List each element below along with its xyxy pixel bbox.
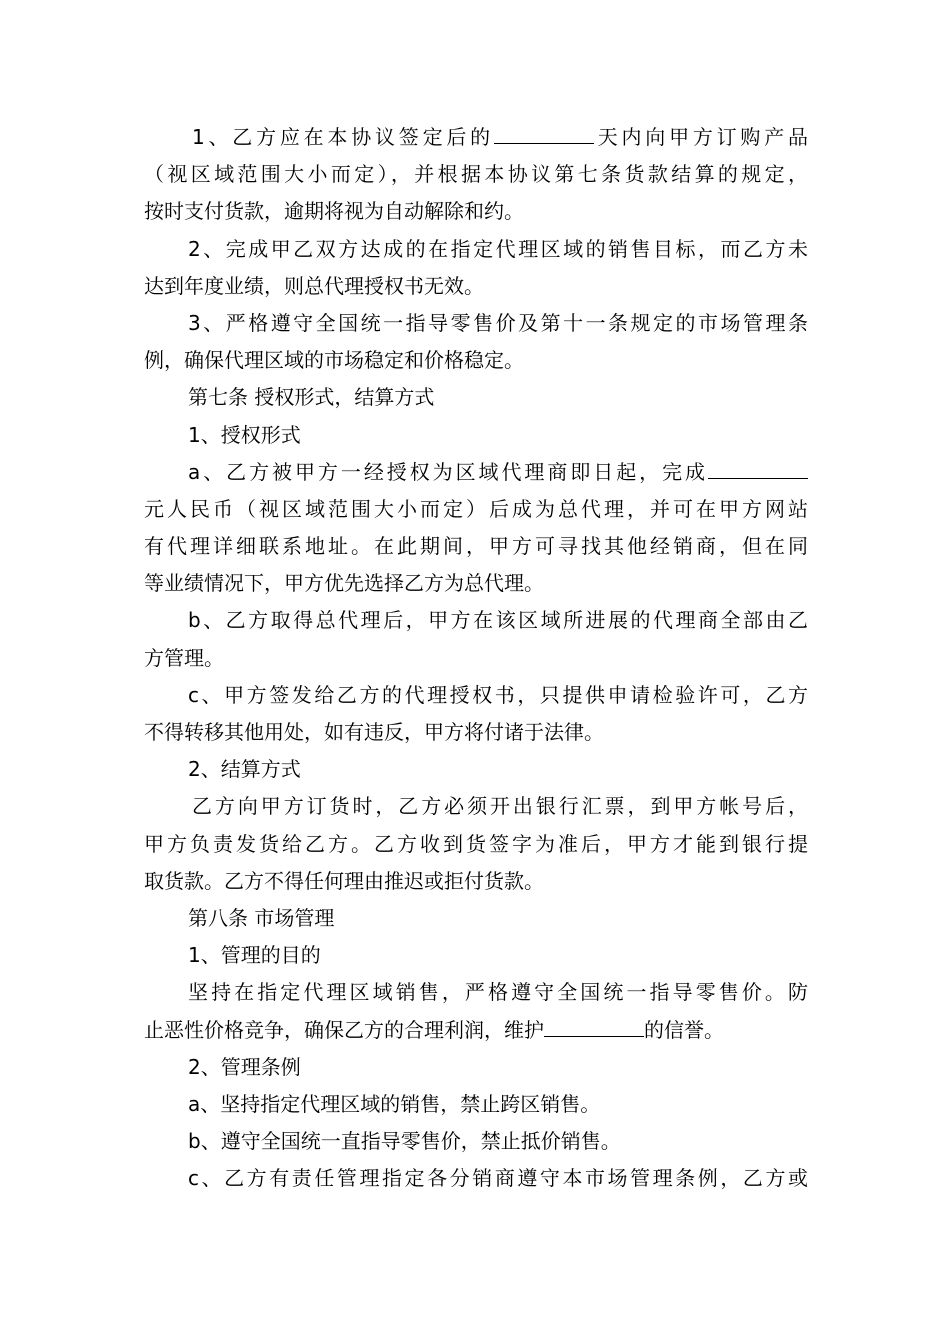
paragraph-line: a、乙方被甲方一经授权为区域代理商即日起，完成 (144, 454, 808, 491)
paragraph-line: c、甲方签发给乙方的代理授权书，只提供申请检验许可，乙方 (188, 682, 808, 707)
paragraph-line: a、坚持指定代理区域的销售，禁止跨区销售。 (188, 1091, 601, 1116)
subsection-heading: 2、结算方式 (188, 757, 301, 782)
paragraph-line: 元人民币（视区域范围大小而定）后成为总代理，并可在甲方网站 (144, 496, 808, 521)
fill-in-blank (494, 122, 594, 144)
paragraph-line: 乙方向甲方订货时，乙方必须开出银行汇票，到甲方帐号后， (192, 794, 808, 819)
section-heading: 第八条 市场管理 (188, 905, 335, 930)
fill-in-blank (708, 457, 808, 479)
paragraph-line: 坚持在指定代理区域销售，严格遵守全国统一指导零售价。防 (188, 980, 808, 1005)
subsection-heading: 2、管理条例 (188, 1054, 301, 1079)
subsection-heading: 1、管理的目的 (188, 943, 321, 968)
section-heading: 第七条 授权形式，结算方式 (188, 385, 435, 410)
paragraph-line: 按时支付货款，逾期将视为自动解除和约。 (144, 199, 524, 224)
paragraph-line: 不得转移其他用处，如有违反，甲方将付诸于法律。 (144, 720, 604, 744)
paragraph-line: 等业绩情况下，甲方优先选择乙方为总代理。 (144, 571, 544, 596)
paragraph-line: 止恶性价格竞争，确保乙方的合理利润，维护 的信誉。 (144, 1012, 808, 1049)
paragraph-line: （视区域范围大小而定），并根据本协议第七条货款结算的规定， (144, 162, 808, 187)
paragraph-line: 方管理。 (144, 645, 224, 670)
fill-in-blank (544, 1015, 644, 1037)
subsection-heading: 1、授权形式 (188, 422, 301, 447)
paragraph-line: 1、乙方应在本协议签定后的 天内向甲方订购产品 (144, 119, 808, 156)
paragraph-line: 甲方负责发货给乙方。乙方收到货签字为准后，甲方才能到银行提 (144, 831, 808, 856)
paragraph-line: b、乙方取得总代理后，甲方在该区域所进展的代理商全部由乙 (188, 608, 808, 633)
paragraph-line: 例，确保代理区域的市场稳定和价格稳定。 (144, 348, 524, 373)
paragraph-line: 有代理详细联系地址。在此期间，甲方可寻找其他经销商，但在同 (144, 534, 808, 559)
paragraph-line: 取货款。乙方不得任何理由推迟或拒付货款。 (144, 868, 544, 893)
paragraph-line: 2、完成甲乙双方达成的在指定代理区域的销售目标，而乙方未 (188, 236, 808, 261)
paragraph-line: 达到年度业绩，则总代理授权书无效。 (144, 273, 484, 298)
document-body (144, 119, 808, 1197)
paragraph-line: 3、严格遵守全国统一指导零售价及第十一条规定的市场管理条 (188, 310, 808, 335)
paragraph-line: b、遵守全国统一直指导零售价，禁止抵价销售。 (188, 1129, 621, 1154)
paragraph-line: c、乙方有责任管理指定各分销商遵守本市场管理条例，乙方或 (188, 1166, 808, 1191)
